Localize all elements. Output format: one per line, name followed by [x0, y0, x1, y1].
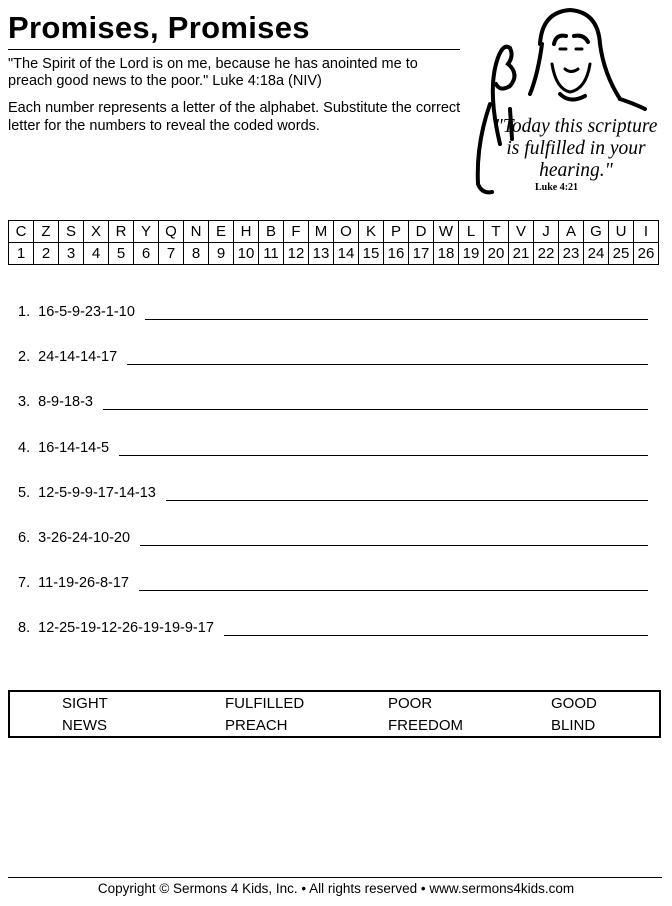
cipher-number: 24 [584, 243, 609, 265]
cipher-letter: C [9, 221, 34, 243]
cipher-number: 25 [609, 243, 634, 265]
question-item [18, 304, 648, 320]
answer-line[interactable] [103, 395, 648, 410]
cipher-letter: J [534, 221, 559, 243]
cipher-letter: M [309, 221, 334, 243]
cipher-letter: U [609, 221, 634, 243]
cipher-letter: A [559, 221, 584, 243]
question-code: 24-14-14-17 [38, 349, 118, 366]
cipher-number: 17 [409, 243, 434, 265]
answer-line[interactable] [145, 305, 648, 320]
cipher-number: 19 [459, 243, 484, 265]
question-code: 16-5-9-23-1-10 [38, 304, 135, 320]
scripture-quote: "Today this scripture is fulfilled in your hearing." [494, 116, 658, 181]
question-code: 3-26-24-10-20 [38, 530, 131, 546]
cipher-number: 8 [184, 243, 209, 265]
cipher-letter: Z [34, 221, 59, 243]
question-item [18, 440, 648, 456]
word-bank-item: FULFILLED [225, 695, 305, 712]
cipher-number: 10 [234, 243, 259, 265]
cipher-letter: B [259, 221, 284, 243]
word-bank-item: BLIND [551, 717, 596, 734]
cipher-letter: I [634, 221, 659, 243]
cipher-number: 26 [634, 243, 659, 265]
cipher-number: 18 [434, 243, 459, 265]
word-bank-item: PREACH [225, 717, 288, 734]
cipher-letter: W [434, 221, 459, 243]
question-number: 2. [18, 349, 31, 366]
cipher-letter: L [459, 221, 484, 243]
cipher-number: 12 [284, 243, 309, 265]
cipher-number: 16 [384, 243, 409, 265]
cipher-letter: T [484, 221, 509, 243]
word-bank-item: NEWS [62, 717, 107, 734]
cipher-letter: X [84, 221, 109, 243]
cipher-letter: F [284, 221, 309, 243]
cipher-number: 2 [34, 243, 59, 265]
footer-divider [8, 877, 662, 878]
question-number: 4. [18, 439, 31, 456]
cipher-letter: K [359, 221, 384, 243]
question-item [18, 620, 648, 636]
instructions: Each number represents a letter of the alphabet. Substitute the correct letter for the numbers to reveal the coded words. [8, 100, 461, 134]
page-title: Promises, Promises [8, 10, 310, 45]
question-code: 11-19-26-8-17 [38, 575, 129, 592]
cipher-letter: H [234, 221, 259, 243]
word-bank-item: FREEDOM [388, 717, 463, 734]
word-bank-item: POOR [388, 695, 433, 712]
cipher-number: 5 [109, 243, 134, 265]
word-bank-item: GOOD [551, 695, 597, 712]
scripture-reference: Luke 4:21 [535, 182, 579, 193]
question-code: 12-5-9-9-17-14-13 [38, 484, 156, 501]
cipher-number: 15 [359, 243, 384, 265]
cipher-number: 22 [534, 243, 559, 265]
verse-text: "The Spirit of the Lord is on me, because he has anointed me to preach good news to the poor." Luke 4:18a (NIV) [8, 56, 418, 89]
cipher-letter: Y [134, 221, 159, 243]
word-bank [8, 690, 661, 738]
question-number: 1. [18, 304, 31, 320]
answer-line[interactable] [139, 576, 648, 591]
question-number: 3. [18, 394, 31, 411]
cipher-number: 1 [9, 243, 34, 265]
question-item [18, 394, 648, 410]
cipher-letter: N [184, 221, 209, 243]
question-number: 8. [18, 620, 31, 637]
cipher-number: 11 [259, 243, 284, 265]
answer-line[interactable] [140, 531, 648, 546]
cipher-letters-row [9, 221, 659, 243]
question-item [18, 485, 648, 501]
cipher-letter: G [584, 221, 609, 243]
cipher-number: 13 [309, 243, 334, 265]
cipher-letter: P [384, 221, 409, 243]
cipher-numbers-row [9, 243, 659, 265]
cipher-letter: O [334, 221, 359, 243]
answer-line[interactable] [119, 441, 648, 456]
question-code: 8-9-18-3 [38, 394, 93, 411]
copyright-footer: Copyright © Sermons 4 Kids, Inc. • All rights reserved • www.sermons4kids.com [97, 881, 575, 896]
cipher-number: 6 [134, 243, 159, 265]
answer-line[interactable] [224, 621, 648, 636]
title-divider [8, 49, 460, 50]
answer-line[interactable] [166, 486, 648, 501]
cipher-letter: V [509, 221, 534, 243]
question-item [18, 349, 648, 365]
question-number: 5. [18, 484, 31, 501]
cipher-letter: R [109, 221, 134, 243]
cipher-key-table [8, 220, 659, 265]
cipher-number: 7 [159, 243, 184, 265]
cipher-number: 21 [509, 243, 534, 265]
question-code: 12-25-19-12-26-19-19-9-17 [38, 620, 214, 637]
cipher-number: 23 [559, 243, 584, 265]
cipher-letter: S [59, 221, 84, 243]
question-item [18, 530, 648, 546]
question-number: 6. [18, 530, 31, 546]
cipher-number: 4 [84, 243, 109, 265]
cipher-number: 3 [59, 243, 84, 265]
cipher-letter: Q [159, 221, 184, 243]
word-bank-item: SIGHT [62, 695, 108, 712]
cipher-number: 20 [484, 243, 509, 265]
cipher-letter: E [209, 221, 234, 243]
question-item [18, 575, 648, 591]
cipher-number: 9 [209, 243, 234, 265]
question-code: 16-14-14-5 [38, 439, 110, 456]
cipher-letter: D [409, 221, 434, 243]
question-number: 7. [18, 575, 31, 592]
cipher-number: 14 [334, 243, 359, 265]
answer-line[interactable] [127, 350, 648, 365]
